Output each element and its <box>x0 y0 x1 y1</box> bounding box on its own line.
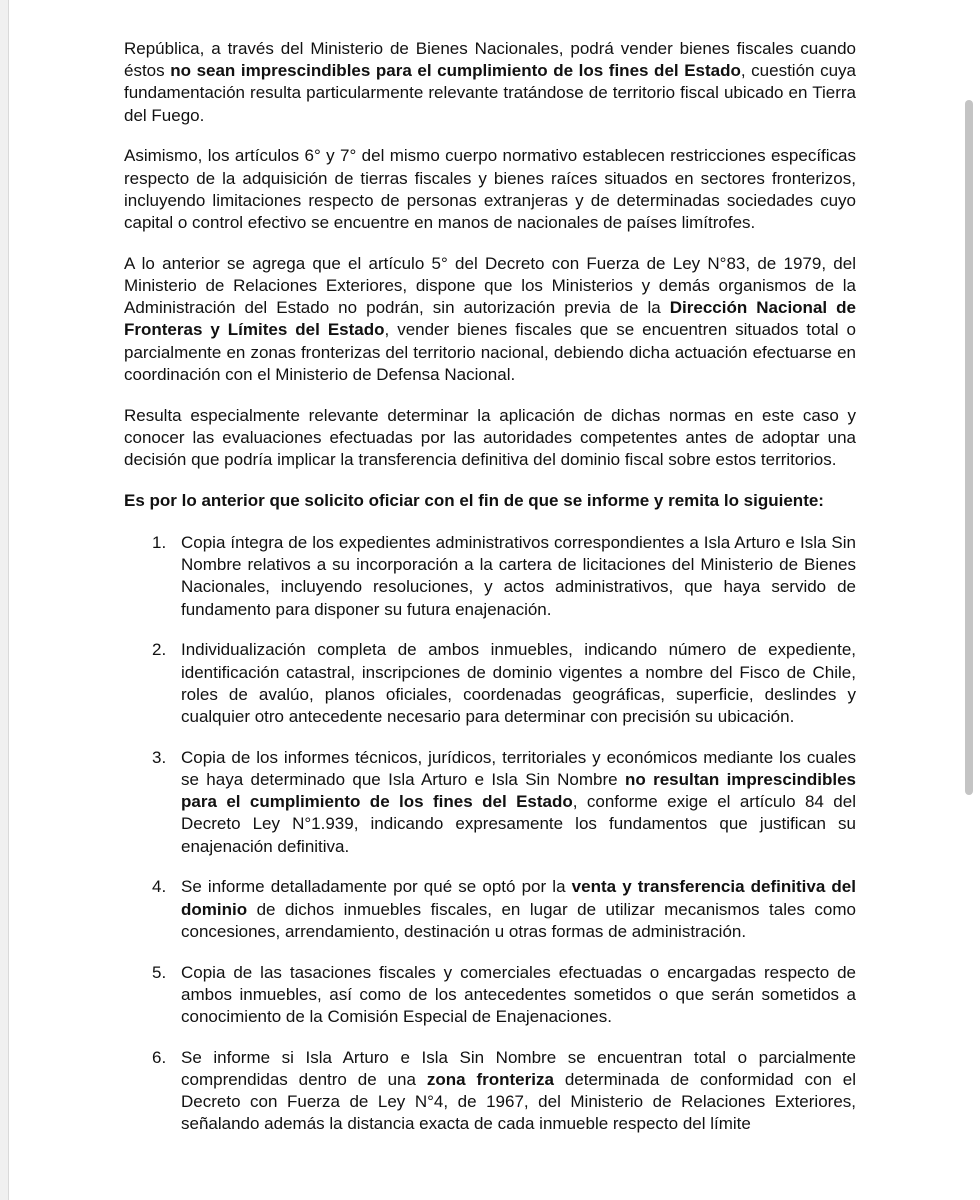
vertical-scrollbar[interactable] <box>965 100 973 795</box>
text-segment: A lo anterior se agrega que el artículo 5° del Decreto con Fuerza de Ley N°83, de 1979, del Ministerio de Relaciones Exteriores, dispone que los Ministerios y demás organismos de la Administración del Estado no podrán, sin autorización previa de la <box>124 253 856 318</box>
list-item <box>124 639 856 728</box>
text-segment: Copia de los informes técnicos, jurídicos, territoriales y económicos mediante los cuales se haya determinado que Isla Arturo e Isla Sin Nombre <box>181 747 856 790</box>
paragraph-3 <box>124 253 856 386</box>
list-item-number: 5. <box>152 962 167 982</box>
list-item-text <box>181 533 856 619</box>
request-heading <box>124 490 856 512</box>
text-segment: Se informe detalladamente por qué se optó por la <box>181 877 572 897</box>
request-list <box>124 532 856 1136</box>
text-segment: Individualización completa de ambos inmuebles, indicando número de expediente, identificación catastral, inscripciones de dominio vigentes a nombre del Fisco de Chile, roles de avalúo, planos oficiales, coordenadas geográficas, superficie, deslindes y cualquier otro antecedente necesario para determinar con precisión su ubicación. <box>181 640 856 727</box>
list-item-text <box>181 640 856 726</box>
text-segment: Copia de las tasaciones fiscales y comerciales efectuadas o encargadas respecto de ambos inmuebles, así como de los antecedentes sometidos o que serán sometidos a conocimiento de la Comisión Especial de Enajenaciones. <box>181 962 856 1027</box>
body-paragraphs <box>124 38 856 471</box>
list-item <box>124 1047 856 1136</box>
viewer-left-edge <box>0 0 9 1200</box>
text-segment: de dichos inmuebles fiscales, en lugar de utilizar mecanismos tales como concesiones, arrendamiento, destinación u otras formas de administración. <box>181 899 856 941</box>
list-item-text <box>181 1048 856 1134</box>
list-item-number: 4. <box>152 877 167 897</box>
text-segment: , vender bienes fiscales que se encuentren situados total o parcialmente en zonas fronterizas del territorio nacional, debiendo dicha actuación efectuarse en coordinación con el Ministerio de Defensa Nacional. <box>124 320 856 384</box>
list-item <box>124 962 856 1029</box>
list-item-number: 3. <box>152 747 167 767</box>
text-segment: Se informe si Isla Arturo e Isla Sin Nombre se encuentran total o parcialmente comprendidas dentro de una <box>181 1047 856 1090</box>
text-segment: Asimismo, los artículos 6° y 7° del mismo cuerpo normativo establecen restricciones específicas respecto de la adquisición de tierras fiscales y bienes raíces situados en sectores fronterizos, incluyendo limitaciones respecto de personas extranjeras y de determinadas sociedades cuyo capital o control efectivo se encuentre en manos de nacionales de países limítrofes. <box>124 146 856 233</box>
bold-text: zona fronteriza <box>426 1070 554 1090</box>
text-segment: República, a través del Ministerio de Bienes Nacionales, podrá vender bienes fiscales cuando éstos <box>124 39 856 81</box>
list-item <box>124 532 856 621</box>
list-item-text <box>181 963 856 1026</box>
list-item-number: 2. <box>152 640 167 660</box>
list-item-number: 6. <box>152 1047 167 1067</box>
list-item <box>124 747 856 858</box>
text-segment: determinada de conformidad con el Decreto con Fuerza de Ley N°4, de 1967, del Ministerio de Relaciones Exteriores, señalando además la distancia exacta de cada inmueble respecto del límite <box>181 1070 856 1134</box>
document-page <box>124 38 856 1154</box>
list-item <box>124 876 856 943</box>
text-segment: , cuestión cuya fundamentación resulta particularmente relevante tratándose de territorio fiscal ubicado en Tierra del Fuego. <box>124 61 856 125</box>
bold-text: no resultan imprescindibles para el cumplimiento de los fines del Estado <box>181 770 857 812</box>
paragraph-1 <box>124 38 856 127</box>
request-heading-text: Es por lo anterior que solicito oficiar con el fin de que se informe y remita lo siguiente: <box>124 490 824 510</box>
list-item-text <box>181 748 856 856</box>
list-item-text <box>181 877 856 940</box>
paragraph-4 <box>124 405 856 472</box>
text-segment: Resulta especialmente relevante determinar la aplicación de dichas normas en este caso y conocer las evaluaciones efectuadas por las autoridades competentes antes de adoptar una decisión que podría implicar la transferencia definitiva del dominio fiscal sobre estos territorios. <box>124 405 856 470</box>
list-item-number: 1. <box>152 533 167 553</box>
text-segment: , conforme exige el artículo 84 del Decreto Ley N°1.939, indicando expresamente los fundamentos que justifican su enajenación definitiva. <box>181 792 856 856</box>
bold-text: no sean imprescindibles para el cumplimiento de los fines del Estado <box>170 61 741 81</box>
bold-text: venta y transferencia definitiva del dominio <box>181 877 856 919</box>
paragraph-2 <box>124 145 856 234</box>
bold-text: Dirección Nacional de Fronteras y Límites del Estado <box>124 298 856 340</box>
text-segment: Copia íntegra de los expedientes administrativos correspondientes a Isla Arturo e Isla Sin Nombre relativos a su incorporación a la cartera de licitaciones del Ministerio de Bienes Nacionales, incluyendo resoluciones, y actos administrativos, que haya servido de fundamento para disponer su futura enajenación. <box>181 533 856 619</box>
